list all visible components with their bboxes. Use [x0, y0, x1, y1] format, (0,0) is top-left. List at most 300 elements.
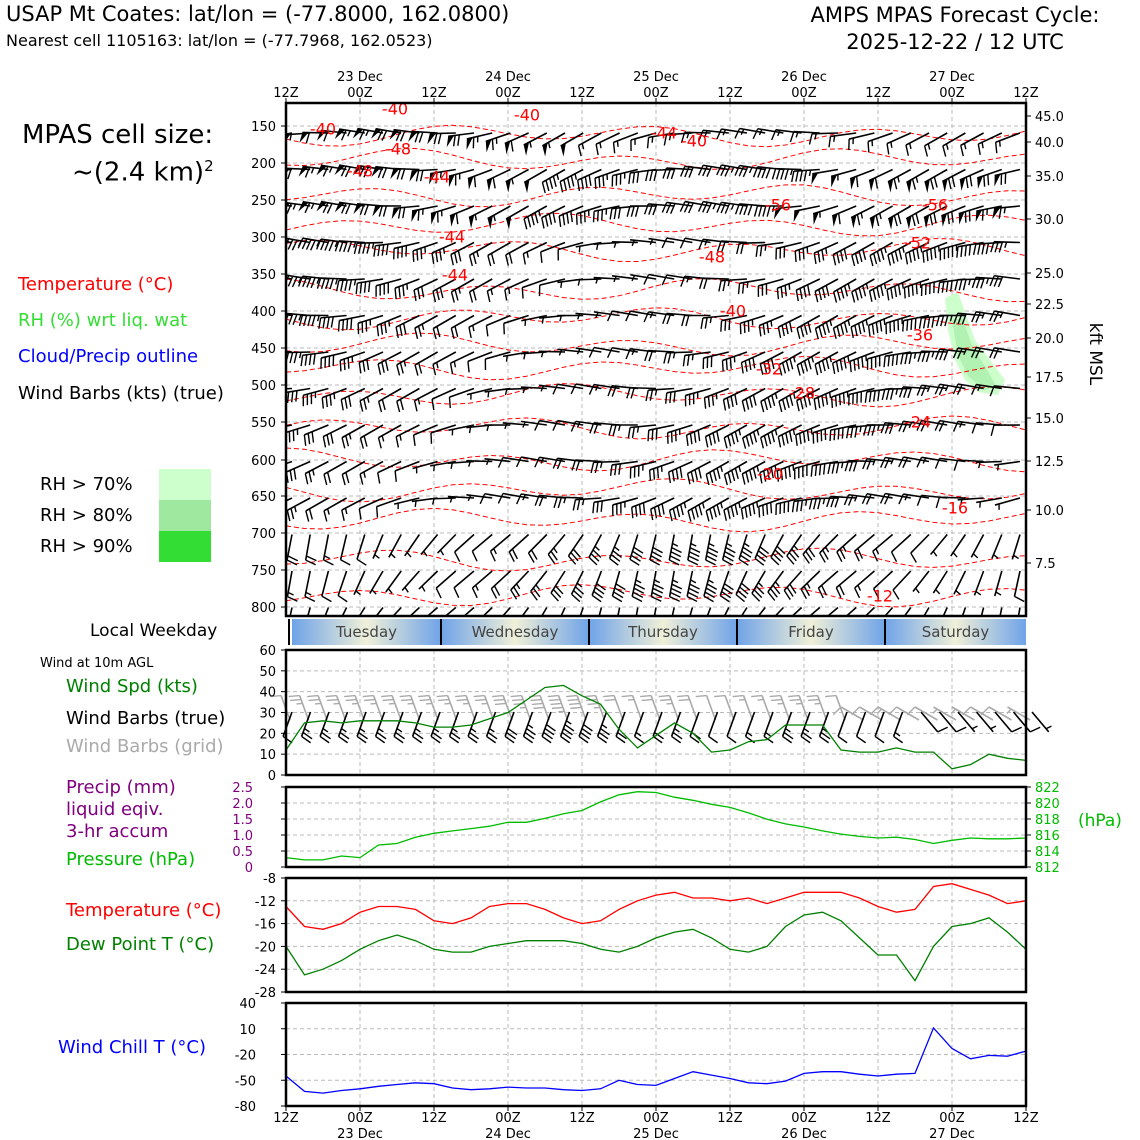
barb-full — [566, 696, 577, 697]
wind-y-tick-label: 20 — [259, 727, 276, 743]
barb-full — [742, 401, 745, 412]
barb-full — [788, 696, 799, 697]
barb-full — [717, 129, 721, 139]
upper-wind-barb — [978, 133, 1002, 155]
barb-full — [311, 278, 315, 288]
barb-full — [793, 501, 794, 512]
upper-wind-barb — [324, 535, 334, 565]
barb-full — [930, 214, 932, 225]
barb-half — [1005, 242, 1007, 248]
barb-full — [906, 145, 908, 156]
barb-full — [688, 560, 698, 565]
barb-full — [777, 288, 778, 299]
barb-full — [451, 292, 454, 303]
upper-wind-barb — [374, 243, 401, 257]
barb-full — [818, 498, 821, 509]
upper-wind-barb — [723, 535, 736, 566]
temp-y-tick-label: -20 — [254, 940, 276, 956]
barb-half — [440, 550, 443, 555]
barb-full — [662, 238, 667, 248]
barb-full — [725, 320, 726, 331]
barb-full — [455, 696, 466, 697]
upper-wind-barb — [893, 571, 911, 599]
rh-level-80: RH > 80% — [40, 505, 133, 526]
barb-half — [475, 214, 476, 220]
barb-full — [783, 399, 786, 410]
isotherm-label: -20 — [756, 464, 784, 484]
barb-full — [800, 433, 801, 444]
barb-flag — [265, 136, 272, 148]
barb-full — [291, 508, 294, 519]
pressure-label: Pressure (hPa) — [66, 849, 196, 870]
barb-full — [896, 354, 897, 365]
barb-full — [832, 463, 834, 474]
barb-flag — [994, 174, 1000, 186]
barb-full — [732, 434, 735, 445]
barb-full — [589, 175, 591, 186]
barb-full — [735, 394, 737, 405]
barb-half — [775, 429, 776, 435]
barb-full — [809, 499, 812, 510]
barb-flag — [959, 212, 965, 225]
barb-flag — [794, 210, 801, 222]
barb-half — [352, 703, 358, 704]
barb-full — [874, 253, 877, 264]
barb-full — [364, 700, 375, 701]
barb-half — [345, 508, 346, 514]
true-wind-barb — [838, 712, 847, 743]
rh-level-90: RH > 90% — [40, 536, 133, 557]
barb-full — [796, 290, 798, 301]
barb-full — [731, 396, 733, 407]
barb-half — [323, 729, 328, 732]
barb-half — [910, 143, 911, 149]
barb-full — [646, 390, 648, 401]
barb-full — [724, 510, 726, 521]
barb-full — [531, 550, 537, 559]
barb-full — [859, 251, 862, 262]
barb-full — [770, 696, 781, 697]
bottom-time-tick-label: 12Z — [421, 1111, 447, 1126]
upper-wind-barb — [720, 571, 733, 602]
barb-full — [278, 428, 279, 439]
barb-full — [386, 244, 387, 255]
barb-full — [729, 319, 730, 330]
barb-full — [266, 430, 267, 441]
pressure-tick-label: 350 — [251, 268, 276, 283]
barb-half — [378, 729, 383, 732]
barb-half — [415, 729, 420, 732]
barb-half — [998, 464, 999, 470]
barb-full — [898, 213, 901, 224]
pressure-panel-frame — [286, 787, 1026, 867]
barb-full — [916, 283, 917, 294]
barb-full — [331, 433, 333, 444]
true-wind-barb — [995, 712, 1022, 732]
barb-full — [841, 251, 843, 262]
barb-full — [824, 464, 825, 475]
barb-half — [848, 320, 849, 326]
barb-full — [935, 384, 940, 394]
barb-full — [280, 275, 284, 285]
upper-wind-barb — [931, 535, 948, 557]
barb-full — [689, 588, 699, 593]
barb-full — [528, 217, 531, 228]
precip-label-3: 3-hr accum — [66, 821, 169, 842]
barb-half — [366, 130, 369, 135]
isotherm-label: -44 — [441, 265, 469, 285]
barb-full — [549, 214, 551, 225]
barb-full — [451, 254, 453, 265]
upper-wind-barb — [472, 571, 492, 598]
barb-full — [546, 180, 549, 191]
barb-half — [632, 240, 634, 246]
barb-full — [681, 504, 684, 515]
barb-full — [324, 474, 327, 485]
barb-full — [886, 389, 889, 400]
upper-wind-barb — [421, 535, 438, 557]
barb-full — [451, 363, 453, 374]
barb-half — [858, 585, 861, 590]
barb-half — [354, 242, 356, 248]
barb-full — [414, 290, 416, 301]
upper-wind-barb — [531, 571, 547, 600]
barb-full — [815, 291, 818, 302]
barb-half — [561, 282, 562, 288]
barb-full — [440, 250, 442, 261]
upper-wind-barb — [283, 389, 310, 404]
barb-half — [866, 320, 867, 326]
barb-full — [349, 280, 351, 291]
barb-half — [987, 278, 989, 284]
barb-full — [307, 696, 318, 697]
barb-full — [327, 317, 329, 328]
barb-half — [407, 553, 411, 558]
barb-full — [777, 169, 780, 180]
grid-wind-barb — [307, 696, 327, 720]
barb-flag — [486, 139, 492, 152]
barb-full — [699, 468, 701, 479]
barb-full — [671, 552, 681, 557]
wind-y-tick-label: 60 — [259, 644, 276, 659]
barb-full — [672, 584, 682, 589]
barb-full — [724, 556, 734, 561]
barb-half — [602, 725, 607, 728]
isotherm-label: -40 — [680, 131, 708, 151]
barb-full — [976, 312, 980, 322]
barb-full — [432, 253, 434, 264]
barb-full — [872, 324, 873, 335]
barb-full — [289, 696, 300, 697]
barb-full — [713, 470, 716, 481]
pressure-tick-label: 650 — [251, 490, 276, 505]
barb-half — [507, 356, 508, 362]
isotherm-label: -40 — [513, 105, 541, 125]
barb-full — [682, 315, 685, 326]
barb-half — [691, 580, 696, 583]
barb-half — [739, 429, 740, 435]
barb-staff — [322, 571, 329, 596]
barb-staff — [487, 170, 511, 181]
barb-full — [650, 390, 652, 401]
barb-full — [670, 556, 680, 561]
barb-full — [449, 397, 450, 408]
wind-y-tick-label: 0 — [267, 769, 276, 784]
barb-half — [408, 703, 414, 704]
barb-full — [888, 356, 889, 367]
barb-full — [790, 321, 792, 332]
upper-wind-barb — [906, 133, 929, 156]
barb-full — [322, 398, 323, 409]
barb-half — [304, 729, 309, 732]
barb-half — [583, 499, 584, 505]
upper-wind-barb — [849, 133, 875, 150]
pressure-tick-label: 750 — [251, 564, 276, 579]
upper-wind-barb — [706, 535, 718, 565]
barb-full — [357, 559, 366, 565]
barb-full — [732, 470, 735, 481]
barb-full — [610, 209, 612, 220]
barb-full — [644, 274, 649, 284]
barb-half — [976, 591, 981, 594]
barb-full — [522, 288, 523, 299]
barb-full — [706, 437, 708, 448]
barb-full — [938, 727, 948, 732]
barb-full — [857, 176, 858, 187]
upper-wind-barb — [1012, 535, 1020, 560]
barb-full — [892, 552, 897, 562]
barb-full — [672, 548, 682, 553]
barb-full — [437, 696, 448, 697]
barb-half — [826, 547, 829, 552]
weekday-label: Saturday — [921, 623, 990, 641]
barb-half — [445, 703, 451, 704]
barb-full — [585, 696, 596, 697]
grid-wind-barb — [889, 707, 919, 720]
barb-full — [509, 552, 514, 562]
pressure-y-tick-label: 822 — [1035, 781, 1060, 796]
barb-full — [801, 326, 804, 337]
barb-full — [759, 325, 760, 336]
barb-full — [689, 203, 694, 213]
barb-half — [579, 246, 580, 252]
barb-full — [356, 283, 357, 294]
barb-half — [539, 210, 540, 216]
barb-full — [952, 176, 954, 187]
bottom-date-label: 27 Dec — [929, 1127, 975, 1140]
upper-wind-barb — [892, 535, 911, 562]
upper-wind-barb — [612, 571, 625, 602]
barb-full — [385, 322, 386, 333]
barb-full — [288, 392, 289, 403]
barb-full — [531, 215, 534, 226]
barb-full — [844, 322, 847, 333]
pressure-tick-label: 300 — [251, 231, 276, 246]
barb-full — [862, 494, 867, 504]
barb-full — [365, 282, 366, 293]
barb-full — [688, 474, 690, 485]
barb-full — [763, 505, 764, 516]
grid-wind-barb — [529, 696, 549, 720]
isotherm-label: -40 — [309, 119, 337, 139]
barb-half — [880, 213, 881, 219]
pressure-tick-label: 700 — [251, 527, 276, 542]
barb-full — [809, 134, 812, 145]
upper-wind-barb — [432, 389, 456, 410]
barb-staff — [488, 206, 511, 219]
barb-full — [304, 435, 305, 446]
barb-full — [903, 458, 908, 468]
barb-half — [389, 321, 390, 327]
barb-full — [819, 362, 822, 373]
barb-full — [323, 437, 325, 448]
barb-full — [706, 556, 716, 561]
barb-full — [868, 425, 871, 436]
grid-wind-barb — [585, 696, 605, 720]
barb-full — [677, 696, 688, 697]
barb-full — [648, 137, 649, 148]
barb-half — [902, 283, 903, 289]
barb-full — [383, 206, 386, 217]
upper-wind-barb — [703, 352, 729, 369]
upper-wind-barb — [994, 170, 1020, 187]
barb-full — [491, 551, 496, 561]
barb-half — [334, 703, 340, 704]
grid-wind-barb — [659, 696, 679, 720]
barb-full — [753, 357, 755, 368]
barb-half — [672, 544, 677, 547]
barb-half — [382, 436, 383, 442]
barb-full — [324, 560, 334, 565]
barb-half — [575, 174, 576, 180]
barb-full — [658, 467, 659, 478]
barb-full — [991, 425, 994, 436]
upper-wind-barb — [394, 243, 420, 260]
barb-half — [843, 546, 846, 551]
barb-full — [811, 466, 812, 477]
wind-barbs-grid-label: Wind Barbs (grid) — [66, 736, 224, 757]
barb-half — [806, 500, 807, 506]
upper-wind-barb — [680, 202, 710, 213]
barb-full — [746, 436, 749, 447]
barb-full — [837, 290, 840, 301]
barb-full — [492, 696, 503, 697]
barb-full — [797, 365, 800, 376]
barb-full — [978, 244, 980, 255]
height-tick-label: 17.5 — [1035, 371, 1064, 386]
barb-full — [281, 313, 285, 323]
top-time-tick-label: 00Z — [495, 86, 521, 101]
barb-full — [855, 290, 858, 301]
pressure-axis-label: (hPa) — [1078, 811, 1122, 831]
upper-wind-barb — [608, 311, 638, 321]
barb-full — [419, 132, 422, 142]
barb-full — [894, 736, 903, 742]
barb-full — [838, 428, 839, 439]
barb-full — [472, 551, 477, 561]
barb-full — [823, 324, 826, 335]
barb-full — [329, 241, 333, 251]
barb-half — [530, 142, 531, 148]
barb-full — [309, 354, 310, 365]
barb-full — [551, 703, 562, 704]
pressure-tick-label: 800 — [251, 601, 276, 616]
barb-half — [290, 134, 291, 140]
barb-full — [589, 347, 594, 357]
barb-full — [454, 588, 459, 598]
barb-full — [434, 133, 437, 144]
barb-full — [852, 707, 860, 715]
upper-wind-barb — [611, 462, 638, 476]
barb-full — [955, 280, 958, 291]
top-time-tick-label: 00Z — [939, 86, 965, 101]
barb-full — [951, 281, 952, 292]
upper-wind-barb — [359, 498, 383, 519]
barb-half — [397, 729, 402, 732]
barb-full — [342, 474, 345, 485]
barb-full — [708, 396, 709, 407]
true-wind-barb — [921, 712, 948, 732]
barb-flag — [298, 202, 309, 212]
bottom-date-label: 26 Dec — [781, 1127, 827, 1140]
barb-full — [753, 503, 755, 514]
barb-full — [421, 248, 422, 259]
top-date-label: 23 Dec — [337, 70, 383, 85]
barb-full — [628, 428, 630, 439]
upper-wind-barb — [768, 571, 783, 601]
barb-full — [751, 696, 762, 697]
temp-y-tick-label: -12 — [254, 894, 276, 910]
barb-full — [670, 392, 671, 403]
barb-full — [781, 287, 782, 298]
barb-full — [386, 360, 388, 371]
upper-wind-barb — [913, 571, 929, 593]
upper-wind-barb — [911, 535, 929, 563]
barb-full — [272, 507, 274, 518]
upper-wind-barb — [593, 498, 620, 513]
barb-full — [970, 175, 972, 186]
upper-wind-barb — [321, 352, 347, 369]
barb-full — [881, 285, 883, 296]
precip-y-tick-label: 2.5 — [232, 781, 253, 796]
bottom-time-tick-label: 12Z — [865, 1111, 891, 1126]
barb-full — [800, 171, 802, 182]
chill-y-tick-label: -50 — [234, 1074, 256, 1090]
barb-full — [511, 696, 522, 697]
barb-full — [746, 399, 749, 410]
barb-full — [913, 179, 916, 190]
barb-half — [471, 729, 476, 732]
true-wind-barb — [579, 712, 592, 743]
bottom-time-tick-label: 00Z — [347, 1111, 373, 1126]
height-tick-label: 20.0 — [1035, 332, 1064, 347]
barb-flag — [371, 129, 381, 139]
upper-wind-barb — [741, 498, 765, 519]
barb-full — [683, 355, 684, 366]
barb-full — [859, 323, 861, 334]
height-tick-label: 35.0 — [1035, 170, 1064, 185]
barb-full — [603, 696, 614, 697]
barb-full — [636, 506, 637, 517]
barb-full — [790, 700, 801, 701]
barb-full — [699, 505, 702, 516]
barb-full — [943, 146, 946, 157]
barb-full — [761, 438, 764, 449]
barb-full — [724, 474, 727, 485]
barb-full — [351, 318, 352, 329]
barb-full — [494, 586, 499, 596]
barb-full — [939, 421, 944, 431]
